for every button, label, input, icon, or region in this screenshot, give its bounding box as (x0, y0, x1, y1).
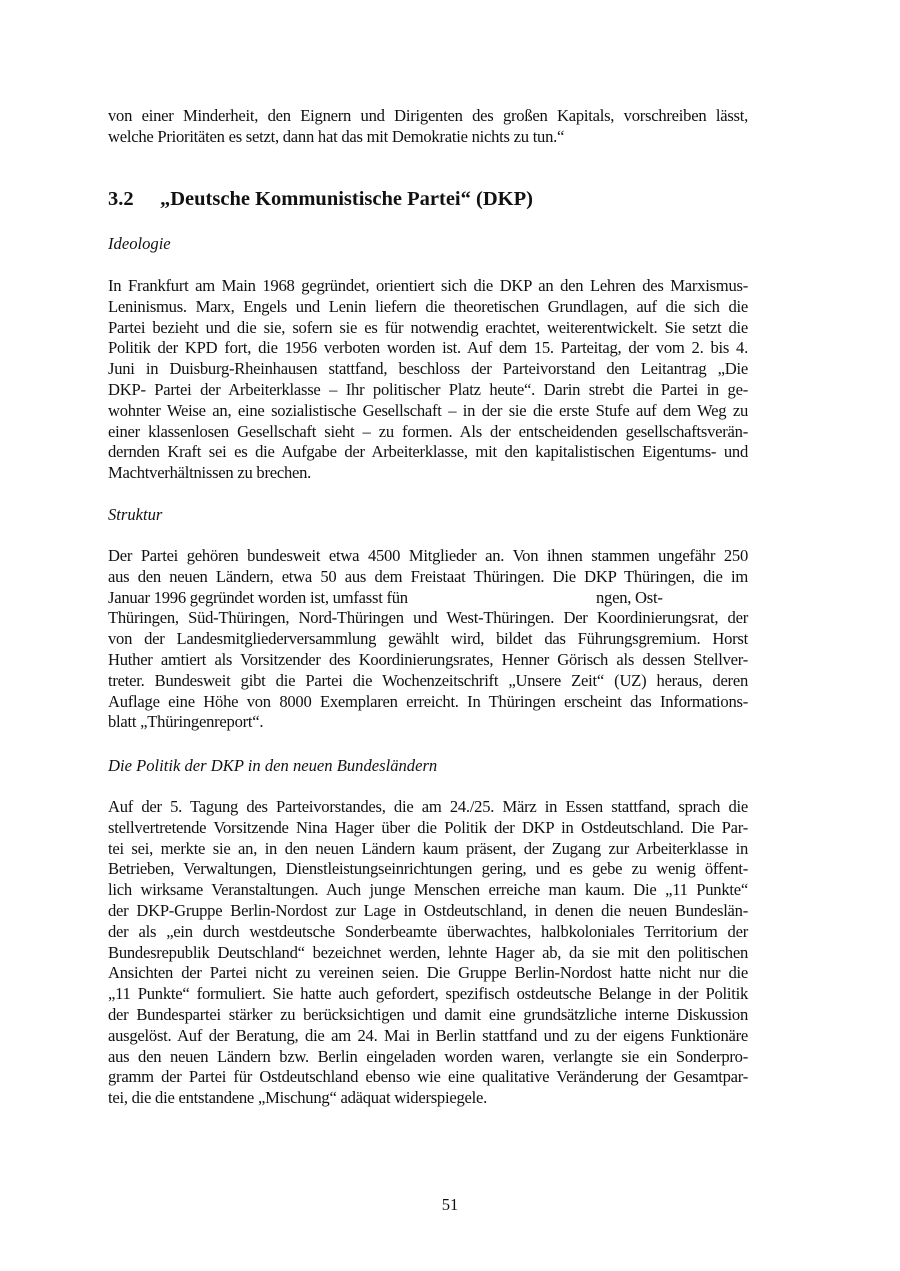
subheading-ideologie: Ideologie (108, 234, 171, 253)
text-line: tei sei, merkte sie an, in den neuen Ländern kaum präsent, der Zugang zur Arbeiterklasse in (108, 838, 748, 858)
text-line: Auf der 5. Tagung des Parteivorstandes, die am 24./25. März in Essen stattfand, sprach die (108, 797, 748, 816)
text-line-left: Januar 1996 gegründet worden ist, umfasst fün (108, 587, 408, 607)
subheading-struktur: Struktur (108, 505, 163, 524)
text-line: wohnter Weise an, eine sozialistische Gesellschaft – in der sie die erste Stufe auf dem Weg zu (108, 400, 748, 420)
text-line: von einer Minderheit, den Eignern und Dirigenten des großen Kapitals, vorschreiben lässt, (108, 106, 748, 125)
intro-paragraph (108, 106, 748, 148)
text-line: DKP- Partei der Arbeiterklasse – Ihr politischer Platz heute“. Darin strebt die Partei in ge- (108, 379, 748, 399)
text-line: treter. Bundesweit gibt die Partei die Wochenzeitschrift „Unsere Zeit“ (UZ) heraus, deren (108, 670, 748, 690)
text-line: Der Partei gehören bundesweit etwa 4500 Mitglieder an. Von ihnen stammen ungefähr 250 (108, 546, 748, 565)
text-line: gramm der Partei für Ostdeutschland ebenso wie eine qualitative Veränderung der Gesamtpar- (108, 1067, 748, 1087)
text-line: der Bundespartei stärker zu berücksichtigen und damit eine grundsätzliche interne Diskussion (108, 1004, 748, 1024)
text-line: der DKP-Gruppe Berlin-Nordost zur Lage in Ostdeutschland, in denen die neuen Bundeslän- (108, 900, 748, 920)
text-line: In Frankfurt am Main 1968 gegründet, orientiert sich die DKP an den Lehren des Marxismus- (108, 276, 748, 295)
text-line: Juni in Duisburg-Rheinhausen stattfand, beschloss der Parteivorstand den Leitantrag „Die (108, 359, 748, 379)
text-line: ausgelöst. Auf der Beratung, die am 24. Mai in Berlin stattfand und zu der eigens Funktionäre (108, 1025, 748, 1045)
text-line: Huther amtiert als Vorsitzender des Koordinierungsrates, Henner Görisch als dessen Stellver- (108, 649, 748, 669)
subheading-politik: Die Politik der DKP in den neuen Bundesländern (108, 756, 438, 775)
text-line: aus den neuen Ländern bzw. Berlin eingeladen worden waren, verlangte sie ein Sonderpro- (108, 1046, 748, 1066)
text-line: Thüringen, Süd-Thüringen, Nord-Thüringen und West-Thüringen. Der Koordinierungsrat, der (108, 608, 748, 628)
text-line: welche Prioritäten es setzt, dann hat das mit Demokratie nichts zu tun.“ (108, 126, 565, 146)
text-line: Leninismus. Marx, Engels und Lenin liefern die theoretischen Grundlagen, auf die sich die (108, 296, 748, 316)
politik-paragraph (108, 797, 748, 1109)
text-line: einer klassenlosen Gesellschaft sieht – zu formen. Als der entscheidenden gesellschaftsverän- (108, 421, 748, 441)
text-line: Machtverhältnissen zu brechen. (108, 463, 312, 483)
ideologie-paragraph (108, 276, 748, 484)
section-number: 3.2 (108, 188, 134, 210)
text-line: von der Landesmitgliederversammlung gewählt wird, bildet das Führungsgremium. Horst (108, 629, 748, 649)
struktur-paragraph (108, 546, 748, 733)
page-number: 51 (441, 1195, 459, 1214)
text-line (108, 588, 748, 609)
text-line: Auflage eine Höhe von 8000 Exemplaren erreicht. In Thüringen erscheint das Informations- (108, 691, 748, 711)
text-line: aus den neuen Ländern, etwa 50 aus dem Freistaat Thüringen. Die DKP Thüringen, die im (108, 566, 748, 586)
text-line: Betrieben, Verwaltungen, Dienstleistungseinrichtungen gering, und es gebe zu wenig öffent- (108, 859, 748, 879)
text-line-right: ngen, Ost- (596, 587, 663, 607)
text-line: tei, die die entstandene „Mischung“ adäquat widerspiegele. (108, 1088, 487, 1108)
text-line: „11 Punkte“ formuliert. Sie hatte auch gefordert, spezifisch ostdeutsche Belange in der Politik (108, 984, 748, 1004)
text-line: dernden Kraft sei es die Aufgabe der Arbeiterklasse, mit den kapitalistischen Eigentums- und (108, 442, 748, 462)
text-line: stellvertretende Vorsitzende Nina Hager über die Politik der DKP in Ostdeutschland. Die Par- (108, 817, 748, 837)
text-line: Partei bezieht und die sie, sofern sie es für notwendig erachtet, weiterentwickelt. Sie setzt die (108, 317, 748, 337)
text-line: Politik der KPD fort, die 1956 verboten worden ist. Auf dem 15. Parteitag, der vom 2. bis 4. (108, 338, 748, 358)
text-line: Ansichten der Partei nicht zu vereinen seien. Die Gruppe Berlin-Nordost hatte nicht nur die (108, 963, 748, 983)
section-heading (108, 188, 533, 211)
section-title: „Deutsche Kommunistische Partei“ (DKP) (160, 188, 533, 210)
text-line: der als „ein durch westdeutsche Sonderbeamte überwachtes, halbkoloniales Territorium der (108, 921, 748, 941)
text-line: Bundesrepublik Deutschland“ bezeichnet werden, lehnte Hager ab, da sie mit den politischen (108, 942, 748, 962)
text-line: lich wirksame Veranstaltungen. Auch junge Menschen erreiche man kaum. Die „11 Punkte“ (108, 880, 748, 900)
text-line: blatt „Thüringenreport“. (108, 712, 264, 732)
